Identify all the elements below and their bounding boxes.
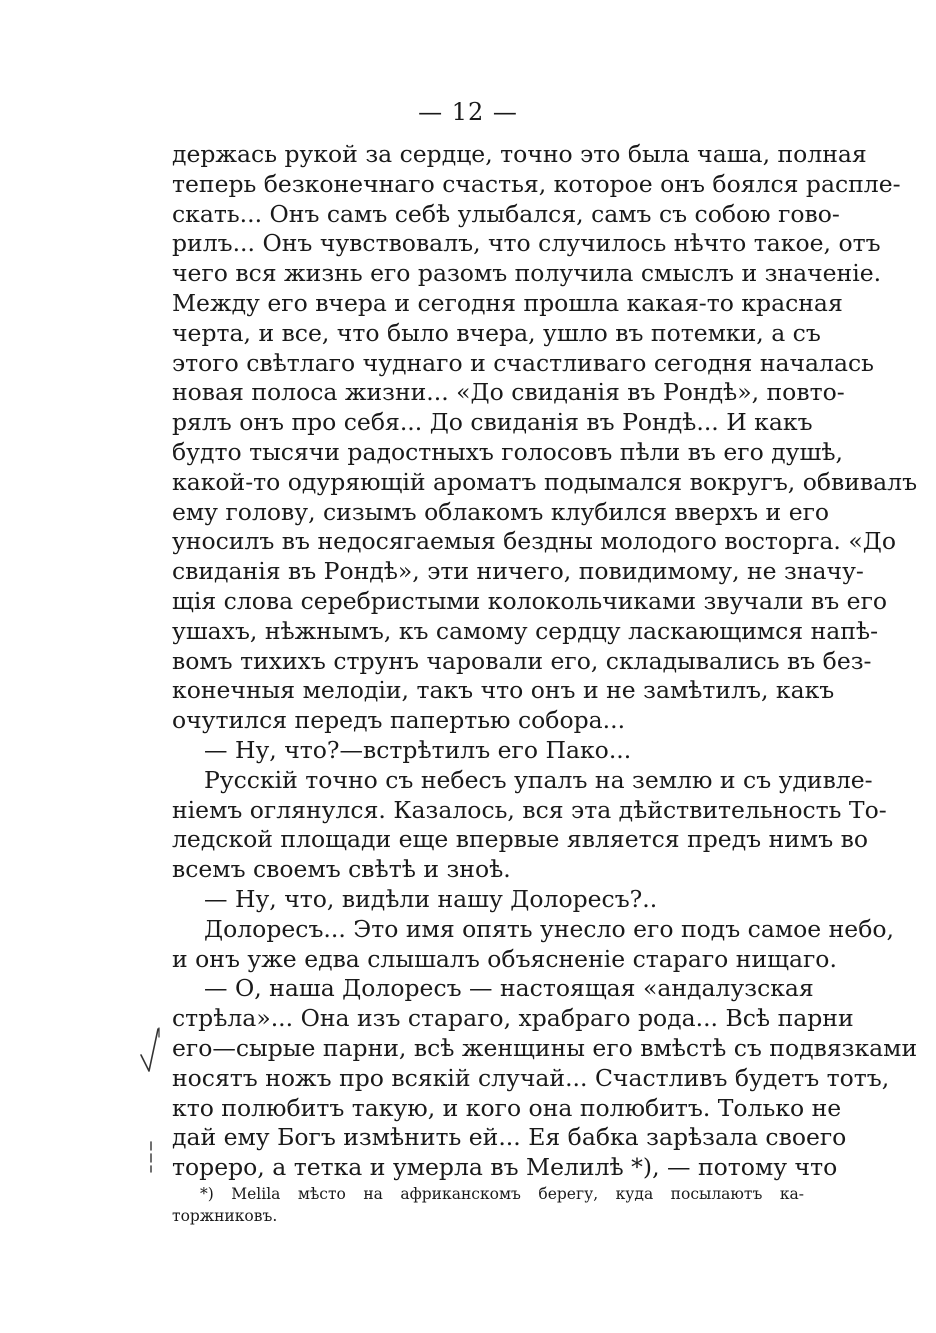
- text-line: Между его вчера и сегодня прошла какая-то красная: [172, 288, 843, 317]
- text-line: щія слова серебристыми колокольчиками звучали въ его: [172, 586, 888, 615]
- page-number: — 12 —: [418, 98, 518, 126]
- text-line: этого свѣтлаго чуднаго и счастливаго сегодня началась: [172, 348, 874, 377]
- text-line: уносилъ въ недосягаемыя бездны молодого восторга. «До: [172, 527, 897, 556]
- text-line: кто полюбитъ такую, и кого она полюбитъ. Только не: [172, 1093, 842, 1122]
- text-line: чего вся жизнь его разомъ получила смыслъ и значеніе.: [172, 259, 882, 288]
- text-line: очутился передъ папертью собора...: [172, 706, 626, 735]
- text-line: Русскій точно съ небесъ упалъ на землю и съ удивле-: [204, 765, 873, 794]
- text-line: всемъ своемъ свѣтѣ и зноѣ.: [172, 855, 511, 884]
- text-line: — Ну, что?—встрѣтилъ его Пако...: [204, 735, 632, 764]
- text-line: рялъ онъ про себя... До свиданія въ Рондѣ... И какъ: [172, 408, 813, 437]
- text-line: теперь безконечнаго счастья, которое онъ боялся распле-: [172, 169, 901, 198]
- text-line: — Ну, что, видѣли нашу Долоресъ?..: [204, 884, 658, 913]
- text-line: свиданія въ Рондѣ», эти ничего, повидимому, не значу-: [172, 557, 864, 586]
- footnote-line: торжниковъ.: [172, 1207, 278, 1225]
- text-line: дай ему Богъ измѣнить ей... Ея бабка зарѣзала своего: [172, 1123, 847, 1152]
- text-line: Долоресъ... Это имя опять унесло его подъ самое небо,: [204, 914, 894, 943]
- text-line: носятъ ножъ про всякій случай... Счастливъ будетъ тотъ,: [172, 1063, 890, 1092]
- text-line: рилъ... Онъ чувствовалъ, что случилось нѣчто такое, отъ: [172, 229, 881, 258]
- text-line: ледской площади еще впервые является предъ нимъ во: [172, 825, 869, 854]
- text-line: черта, и все, что было вчера, ушло въ потемки, а съ: [172, 318, 821, 347]
- text-line: стрѣла»... Она изъ стараго, храбраго рода... Всѣ парни: [172, 1004, 854, 1033]
- text-line: держась рукой за сердце, точно это была чаша, полная: [172, 140, 867, 168]
- text-line: ему голову, сизымъ облакомъ клубился вверхъ и его: [172, 497, 830, 526]
- text-line: конечныя мелодіи, такъ что онъ и не замѣтилъ, какъ: [172, 676, 835, 705]
- text-line: ніемъ оглянулся. Казалось, вся эта дѣйствительность То-: [172, 795, 887, 824]
- text-line: будто тысячи радостныхъ голосовъ пѣли въ его душѣ,: [172, 437, 843, 466]
- footnote-line: *) Melila мѣсто на африканскомъ берегу, куда посылаютъ ка-: [200, 1185, 804, 1203]
- text-line: ушахъ, нѣжнымъ, къ самому сердцу ласкающимся напѣ-: [172, 616, 879, 645]
- text-line: вомъ тихихъ струнъ чаровали его, складывались въ без-: [172, 646, 872, 675]
- tick-mark: [148, 1140, 154, 1174]
- text-line: его—сырые парни, всѣ женщины его вмѣстѣ съ подвязками: [172, 1033, 918, 1062]
- text-line: тореро, а тетка и умерла въ Мелилѣ *), — потому что: [172, 1153, 838, 1182]
- text-line: какой-то одуряющій ароматъ подымался вокругъ, обвивалъ: [172, 467, 918, 496]
- text-line: новая полоса жизни... «До свиданія въ Рондѣ», повто-: [172, 378, 845, 407]
- text-line: скать... Онъ самъ себѣ улыбался, самъ съ собою гово-: [172, 199, 840, 228]
- checkmark-mark: [138, 1025, 162, 1075]
- text-line: — О, наша Долоресъ — настоящая «андалузская: [204, 974, 814, 1003]
- footnote: [172, 1183, 804, 1227]
- body-text: [172, 140, 918, 1183]
- text-line: и онъ уже едва слышалъ объясненіе стараго нищаго.: [172, 944, 837, 973]
